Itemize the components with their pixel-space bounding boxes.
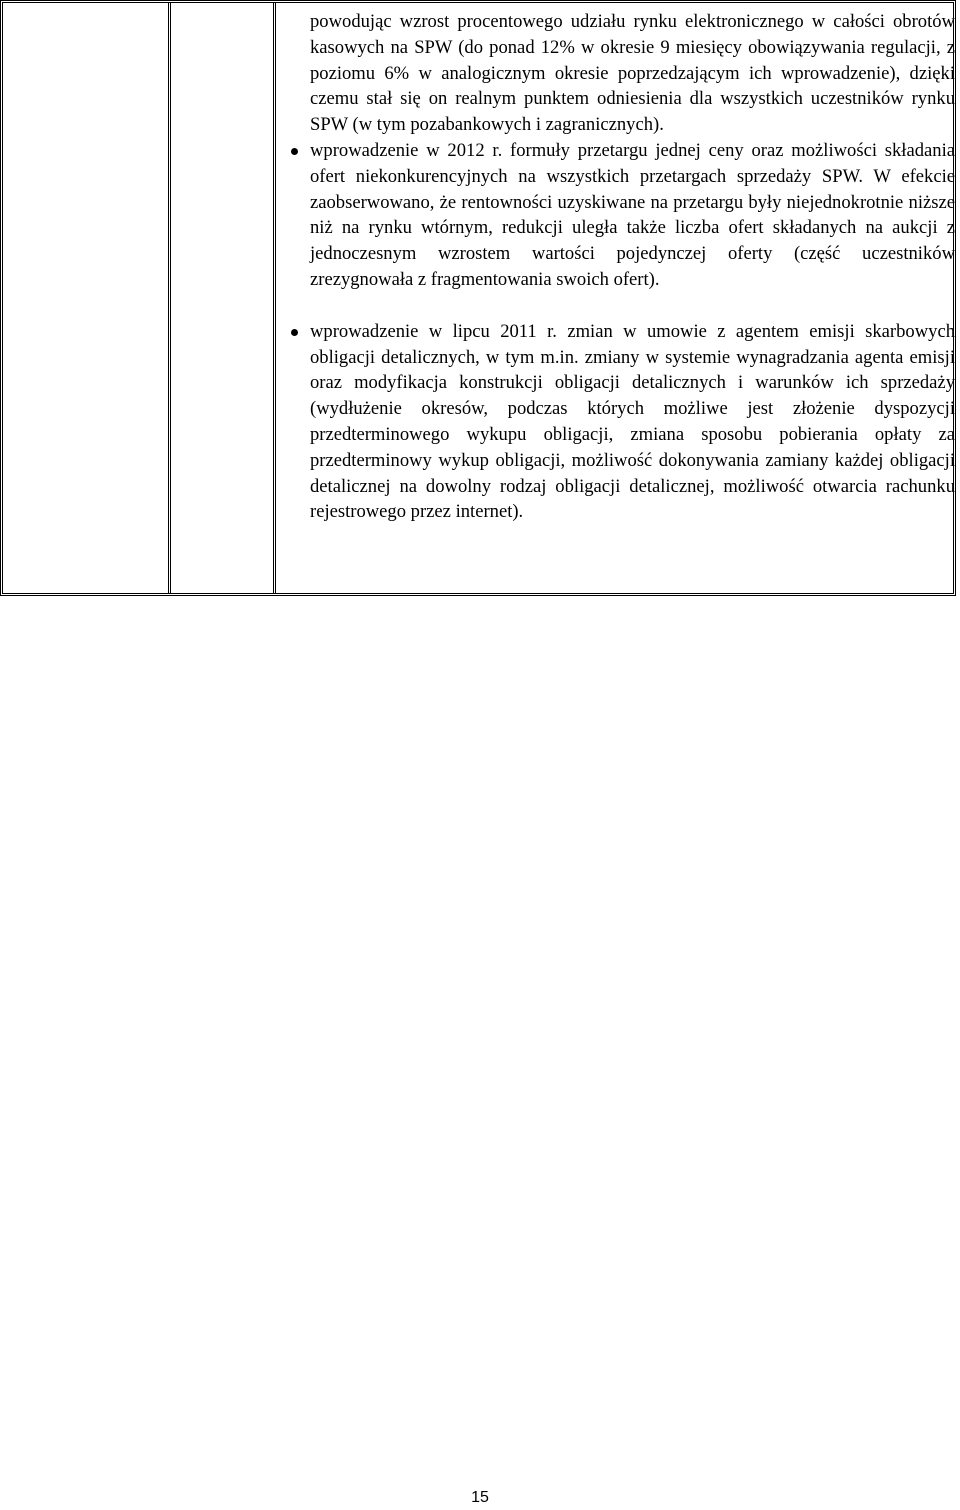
bullet-icon — [291, 329, 298, 336]
list-item — [310, 138, 955, 293]
paragraph-spacer — [310, 293, 955, 319]
list-item-text: wprowadzenie w lipcu 2011 r. zmian w umowie z agentem emisji skarbowych obligacji detalicznych, w tym m.in. zmiany w systemie wynagradzania agenta emisji oraz modyfikacja konstrukcji obligacji detalicznych i warunków ich sprzedaży (wydłużenie okresów, podczas których możliwe jest złożenie dyspozycji przedterminowego wykupu obligacji, zmiana sposobu pobierania opłaty za przedterminowy wykup obligacji, możliwość dokonywania zamiany każdej obligacji detalicznej na dowolny rodzaj obligacji detalicznej, możliwość otwarcia rachunku rejestrowego przez internet). — [310, 320, 955, 523]
document-table — [0, 0, 956, 596]
table-column-divider — [168, 3, 171, 593]
table-cell-content — [310, 9, 955, 525]
page-number: 15 — [471, 1489, 489, 1506]
list-item-text: wprowadzenie w 2012 r. formuły przetargu jednej ceny oraz możliwości składania ofert niekonkurencyjnych na wszystkich przetargach sprzedaży SPW. W efekcie zaobserwowano, że rentowności uzyskiwane na przetargu były niejednokrotnie niższe niż na rynku wtórnym, redukcji uległa także liczba ofert składanych na aukcji z jednoczesnym wzrostem wartości pojedynczej oferty (część uczestników zrezygnowała z fragmentowania swoich ofert). — [310, 139, 955, 290]
list-item — [310, 319, 955, 525]
intro-paragraph: powodując wzrost procentowego udziału rynku elektronicznego w całości obrotów kasowych na SPW (do ponad 12% w okresie 9 miesięcy obowiązywania regulacji, z poziomu 6% w analogicznym okresie poprzedzającym ich wprowadzenie), dzięki czemu stał się on realnym punktem odniesienia dla wszystkich uczestników rynku SPW (w tym pozabankowych i zagranicznych). — [310, 11, 955, 136]
bullet-icon — [291, 148, 298, 155]
table-column-divider — [273, 3, 276, 593]
